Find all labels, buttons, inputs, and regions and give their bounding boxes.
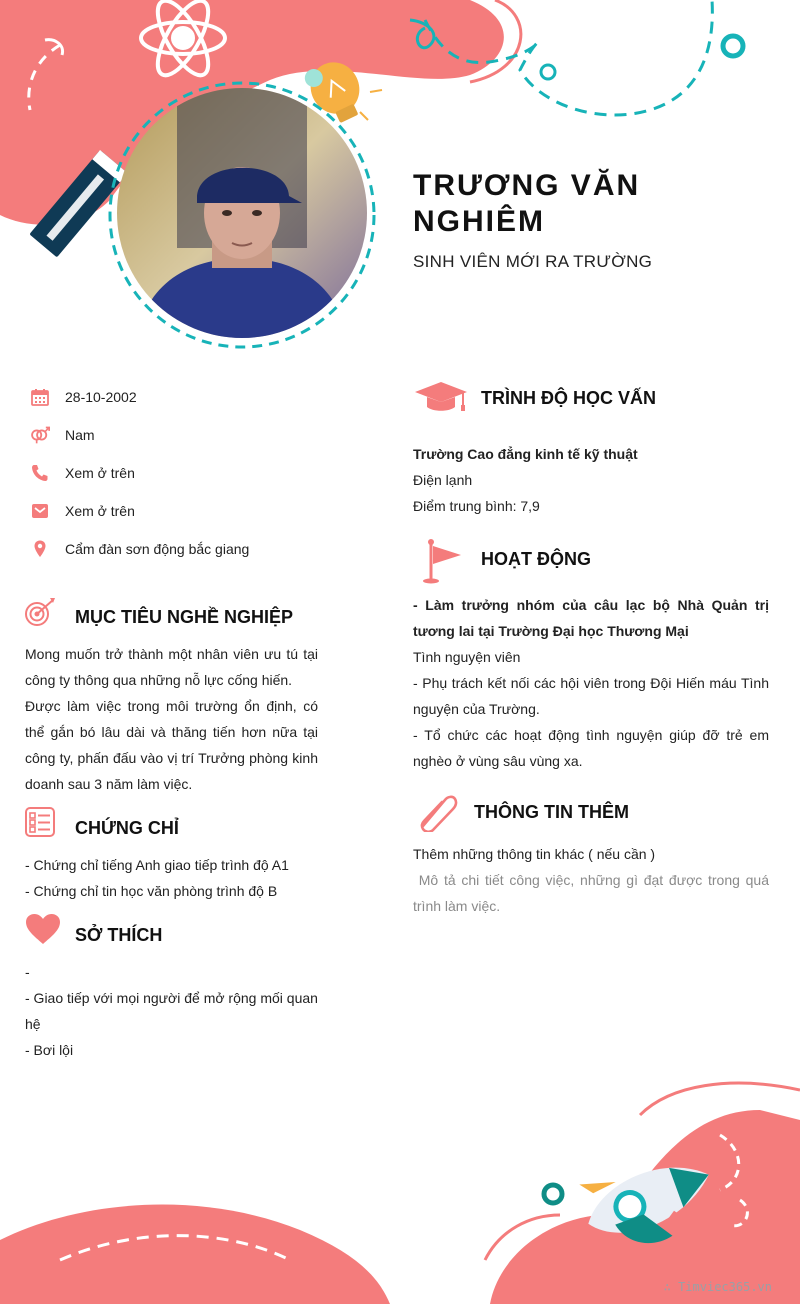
additional-description: Mô tả chi tiết công việc, những gì đạt được trong quá trình làm việc. [413, 872, 773, 914]
activity-heading: - Làm trưởng nhóm của câu lạc bộ Nhà Quản trị tương lai tại Trường Đại học Thương Mại [413, 597, 769, 639]
objective-line: Mong muốn trở thành một nhân viên ưu tú tại công ty thông qua những nỗ lực cống hiến. [25, 646, 318, 688]
info-address [30, 537, 250, 561]
profile-photo [117, 88, 367, 338]
phone-text: Xem ở trên [65, 465, 135, 481]
gender-icon [30, 425, 50, 445]
heart-icon [24, 912, 62, 946]
objective-body [25, 641, 318, 797]
objective-title: MỤC TIÊU NGHỀ NGHIỆP [75, 607, 294, 627]
checklist-icon [24, 806, 56, 838]
hobbies-title: SỞ THÍCH [75, 925, 163, 945]
list-item: - Bơi lội [25, 1042, 74, 1058]
phone-icon [30, 463, 50, 483]
gender-text: Nam [65, 427, 95, 443]
gpa: Điểm trung bình: 7,9 [413, 498, 540, 514]
target-icon [23, 596, 59, 628]
objective-line: Được làm việc trong môi trường ổn định, có thể gắn bó lâu dài và thăng tiến hơn nữa tại công ty, phấn đấu vào vị trí Trưởng phòng kinh doanh sau 3 năm làm việc. [25, 698, 318, 792]
list-item: - Chứng chỉ tiếng Anh giao tiếp trình độ A1 [25, 857, 289, 873]
list-item: - Chứng chỉ tin học văn phòng trình độ B [25, 883, 278, 899]
footer-brand: ∴ Timviec365.vn [663, 1280, 772, 1294]
education-title: TRÌNH ĐỘ HỌC VẤN [481, 388, 656, 408]
hobbies-list [25, 959, 320, 1063]
flag-icon [421, 538, 463, 584]
activities-title: HOẠT ĐỘNG [481, 549, 591, 569]
additional-body [413, 841, 773, 919]
school-name: Trường Cao đẳng kinh tế kỹ thuật [413, 446, 638, 462]
education-body [413, 441, 773, 519]
info-email [30, 499, 135, 523]
activities-body [413, 592, 769, 774]
info-gender [30, 423, 95, 447]
list-item: - [25, 964, 30, 980]
calendar-icon [30, 387, 50, 407]
list-item: - Giao tiếp với mọi người để mở rộng mối quan hệ [25, 990, 318, 1032]
paperclip-icon [415, 792, 459, 832]
candidate-title: SINH VIÊN MỚI RA TRƯỜNG [413, 252, 653, 271]
birthdate-text: 28-10-2002 [65, 389, 137, 405]
location-pin-icon [30, 539, 50, 559]
bottom-left-blob [0, 1205, 390, 1304]
list-item: - Tổ chức các hoạt động tình nguyện giúp đỡ trẻ em nghèo ở vùng sâu vùng xa. [413, 727, 769, 769]
info-phone [30, 461, 135, 485]
list-item: - Phụ trách kết nối các hội viên trong Đội Hiến máu Tình nguyện của Trường. [413, 675, 769, 717]
email-icon [30, 501, 50, 521]
additional-line: Thêm những thông tin khác ( nếu cần ) [413, 846, 656, 862]
certificates-list [25, 852, 325, 904]
info-birthdate [30, 385, 137, 409]
additional-title: THÔNG TIN THÊM [474, 802, 629, 822]
certificates-title: CHỨNG CHỈ [75, 818, 179, 838]
graduation-cap-icon [413, 380, 469, 414]
activity-role: Tình nguyện viên [413, 649, 521, 665]
candidate-name: TRƯƠNG VĂN NGHIÊM [413, 169, 641, 238]
email-text: Xem ở trên [65, 503, 135, 519]
address-text: Cẩm đàn sơn động bắc giang [65, 541, 250, 557]
major: Điện lạnh [413, 472, 473, 488]
